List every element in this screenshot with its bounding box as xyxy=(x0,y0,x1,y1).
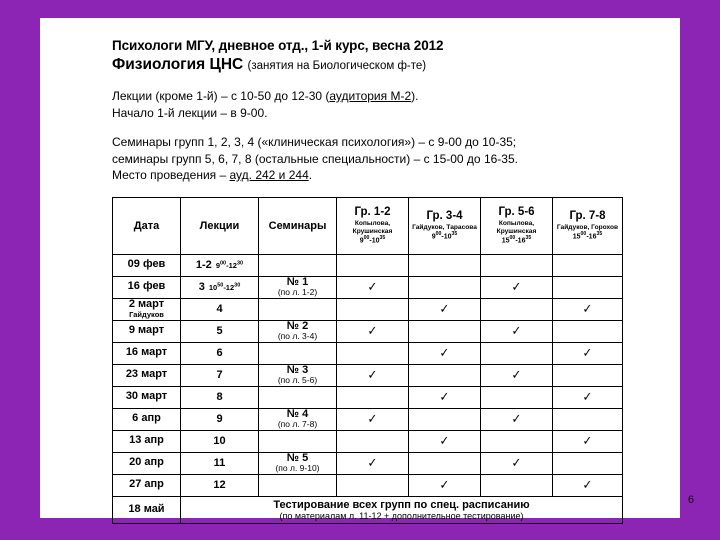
cell-group-3-mark xyxy=(481,276,553,298)
page-number: 6 xyxy=(687,494,694,506)
check-icon: ✓ xyxy=(511,279,522,294)
cell-group-2-mark xyxy=(409,430,481,452)
cell-date: 16 март xyxy=(113,342,181,364)
cell-lecture: 8 xyxy=(181,386,259,408)
cell-group-3-mark xyxy=(481,298,553,320)
table-row xyxy=(113,276,623,298)
cell-group-4-mark xyxy=(553,474,623,496)
table-row xyxy=(113,452,623,474)
lectures-paragraph xyxy=(112,88,622,121)
check-icon: ✓ xyxy=(439,433,450,448)
cell-seminar-note: (по л. 3-4) xyxy=(277,331,318,342)
cell-lecture-time: $9^{00}-12^{30}$ xyxy=(215,260,244,270)
cell-group-3-mark xyxy=(481,474,553,496)
table-row xyxy=(113,364,623,386)
cell-date: 23 март xyxy=(113,364,181,386)
lectures-text-b: ). xyxy=(411,89,419,103)
cell-lecture: 9 xyxy=(181,408,259,430)
group-time: $15^{00}-16^{35}$ xyxy=(501,234,532,244)
check-icon: ✓ xyxy=(367,323,378,338)
cell-group-4-mark xyxy=(553,452,623,474)
cell-lecture: 5 xyxy=(181,320,259,342)
cell-group-1-mark xyxy=(337,408,409,430)
first-lecture-start: Начало 1-й лекции – в 9-00. xyxy=(112,105,268,120)
header-group-5-6 xyxy=(481,197,553,254)
schedule-body xyxy=(113,254,623,524)
cell-group-2-mark xyxy=(409,254,481,276)
table-row xyxy=(113,386,623,408)
check-icon: ✓ xyxy=(439,389,450,404)
cell-seminar: № 5 (по л. 9-10) xyxy=(259,452,337,474)
cell-seminar: № 1 (по л. 1-2) xyxy=(259,276,337,298)
check-icon: ✓ xyxy=(367,411,378,426)
table-row xyxy=(113,408,623,430)
check-icon: ✓ xyxy=(582,345,593,360)
cell-lecture: 11 xyxy=(181,452,259,474)
seminars-paragraph xyxy=(112,134,622,184)
page-title xyxy=(112,56,622,74)
cell-group-4-mark xyxy=(553,430,623,452)
cell-seminar: № 2 (по л. 3-4) xyxy=(259,320,337,342)
cell-date-note: Гайдуков xyxy=(129,309,164,319)
cell-group-4-mark xyxy=(553,320,623,342)
cell-group-2-mark xyxy=(409,320,481,342)
cell-group-3-mark xyxy=(481,342,553,364)
cell-date: 27 апр xyxy=(113,474,181,496)
cell-group-4-mark xyxy=(553,254,623,276)
cell-date: 30 март xyxy=(113,386,181,408)
cell-lecture: 4 xyxy=(181,298,259,320)
group-teachers: Копылова, Крушинская xyxy=(352,220,393,235)
cell-date: 18 май xyxy=(113,496,181,524)
cell-group-4-mark xyxy=(553,276,623,298)
cell-seminar xyxy=(259,254,337,276)
cell-group-1-mark xyxy=(337,430,409,452)
table-row-final xyxy=(113,496,623,524)
cell-group-3-mark xyxy=(481,430,553,452)
check-icon: ✓ xyxy=(582,301,593,316)
venue-rooms: ауд. 242 и 244 xyxy=(229,168,309,182)
cell-date: 9 март xyxy=(113,320,181,342)
group-teachers: Копылова, Крушинская xyxy=(496,220,537,235)
cell-seminar: № 4 (по л. 7-8) xyxy=(259,408,337,430)
check-icon: ✓ xyxy=(511,411,522,426)
check-icon: ✓ xyxy=(367,455,378,470)
seminars-groups-1234: Семинары групп 1, 2, 3, 4 («клиническая психология») – с 9-00 до 10-35; xyxy=(112,135,517,149)
cell-group-4-mark xyxy=(553,298,623,320)
cell-group-2-mark xyxy=(409,364,481,386)
lectures-text-a: Лекции (кроме 1-й) – с 10-50 до 12-30 ( xyxy=(112,89,330,103)
check-icon: ✓ xyxy=(582,389,593,404)
cell-group-1-mark xyxy=(337,386,409,408)
cell-group-2-mark xyxy=(409,452,481,474)
cell-group-1-mark xyxy=(337,474,409,496)
check-icon: ✓ xyxy=(439,345,450,360)
cell-group-2-mark xyxy=(409,386,481,408)
cell-seminar-note: (по л. 5-6) xyxy=(277,375,318,386)
cell-lecture: 3 $10^{50}-12^{30}$ xyxy=(181,276,259,298)
cell-seminar-note: (по л. 9-10) xyxy=(275,463,320,474)
cell-group-2-mark xyxy=(409,474,481,496)
group-time: $15^{00}-16^{35}$ xyxy=(572,230,603,241)
cell-group-1-mark xyxy=(337,452,409,474)
lectures-room: аудитория М-2 xyxy=(329,89,412,103)
schedule-table xyxy=(112,197,623,525)
cell-date: 20 апр xyxy=(113,452,181,474)
cell-seminar xyxy=(259,342,337,364)
check-icon: ✓ xyxy=(367,279,378,294)
cell-group-2-mark xyxy=(409,298,481,320)
cell-date: 09 фев xyxy=(113,254,181,276)
cell-lecture: 12 xyxy=(181,474,259,496)
cell-seminar xyxy=(259,430,337,452)
cell-group-3-mark xyxy=(481,386,553,408)
group-title: Гр. 3-4 xyxy=(426,209,463,222)
group-title: Гр. 7-8 xyxy=(569,209,606,222)
cell-group-1-mark xyxy=(337,254,409,276)
group-teachers: Гайдуков, Тарасова xyxy=(412,224,477,232)
cell-group-4-mark xyxy=(553,386,623,408)
table-row xyxy=(113,430,623,452)
cell-group-2-mark xyxy=(409,342,481,364)
page-title-main: Физиология ЦНС xyxy=(112,56,244,73)
cell-lecture-time: $10^{50}-12^{30}$ xyxy=(208,282,241,292)
cell-group-2-mark xyxy=(409,408,481,430)
seminars-groups-5678: семинары групп 5, 6, 7, 8 (остальные специальности) – с 15-00 до 16-35. xyxy=(112,151,518,166)
header-seminars: Семинары xyxy=(259,197,337,254)
group-title: Гр. 5-6 xyxy=(498,206,535,219)
page-title-sub: (занятия на Биологическом ф-те) xyxy=(247,60,427,72)
cell-group-3-mark xyxy=(481,254,553,276)
cell-group-1-mark xyxy=(337,320,409,342)
cell-final-note: Тестирование всех групп по спец. расписанию (по материалам л. 11-12 + дополнительное тестирование) xyxy=(181,496,623,524)
header-group-3-4 xyxy=(409,197,481,254)
cell-seminar: № 3 (по л. 5-6) xyxy=(259,364,337,386)
check-icon: ✓ xyxy=(582,433,593,448)
cell-seminar-note: (по л. 1-2) xyxy=(277,287,318,298)
group-title: Гр. 1-2 xyxy=(354,206,391,219)
cell-date: 6 апр xyxy=(113,408,181,430)
page-subtitle: Психологи МГУ, дневное отд., 1-й курс, весна 2012 xyxy=(112,38,444,53)
cell-lecture: 1-2 $9^{00}-12^{30}$ xyxy=(181,254,259,276)
check-icon: ✓ xyxy=(511,367,522,382)
header-lectures: Лекции xyxy=(181,197,259,254)
cell-date: 16 фев xyxy=(113,276,181,298)
cell-group-4-mark xyxy=(553,342,623,364)
cell-group-1-mark xyxy=(337,342,409,364)
table-row xyxy=(113,342,623,364)
cell-group-1-mark xyxy=(337,276,409,298)
cell-seminar xyxy=(259,298,337,320)
check-icon: ✓ xyxy=(367,367,378,382)
cell-group-3-mark xyxy=(481,452,553,474)
cell-lecture: 7 xyxy=(181,364,259,386)
cell-date: 2 март Гайдуков xyxy=(113,298,181,320)
cell-date: 13 апр xyxy=(113,430,181,452)
check-icon: ✓ xyxy=(511,455,522,470)
cell-seminar xyxy=(259,474,337,496)
check-icon: ✓ xyxy=(439,301,450,316)
cell-seminar xyxy=(259,386,337,408)
table-row xyxy=(113,298,623,320)
table-row xyxy=(113,474,623,496)
cell-group-1-mark xyxy=(337,298,409,320)
cell-group-4-mark xyxy=(553,408,623,430)
cell-group-3-mark xyxy=(481,364,553,386)
check-icon: ✓ xyxy=(582,477,593,492)
cell-group-4-mark xyxy=(553,364,623,386)
group-time: $9^{00}-10^{35}$ xyxy=(359,234,386,244)
header-date: Дата xyxy=(113,197,181,254)
venue-text-a: Место проведения – xyxy=(112,168,230,182)
cell-group-3-mark xyxy=(481,320,553,342)
cell-group-1-mark xyxy=(337,364,409,386)
table-row xyxy=(113,320,623,342)
header-group-1-2 xyxy=(337,197,409,254)
cell-seminar-note: (по л. 7-8) xyxy=(277,419,318,430)
table-row xyxy=(113,254,623,276)
cell-lecture: 10 xyxy=(181,430,259,452)
slide-sheet xyxy=(40,18,680,522)
table-header-row xyxy=(113,197,623,254)
slide-content xyxy=(112,38,622,524)
header-group-7-8 xyxy=(553,197,623,254)
cell-final-note-sub: (по материалам л. 11-12 + дополнительное тестирование) xyxy=(279,511,524,522)
venue-text-b: . xyxy=(308,168,313,182)
check-icon: ✓ xyxy=(439,477,450,492)
cell-group-3-mark xyxy=(481,408,553,430)
group-teachers: Гайдуков, Горохов xyxy=(556,224,619,232)
check-icon: ✓ xyxy=(511,323,522,338)
cell-group-2-mark xyxy=(409,276,481,298)
group-time: $9^{00}-10^{35}$ xyxy=(431,230,458,241)
cell-lecture: 6 xyxy=(181,342,259,364)
